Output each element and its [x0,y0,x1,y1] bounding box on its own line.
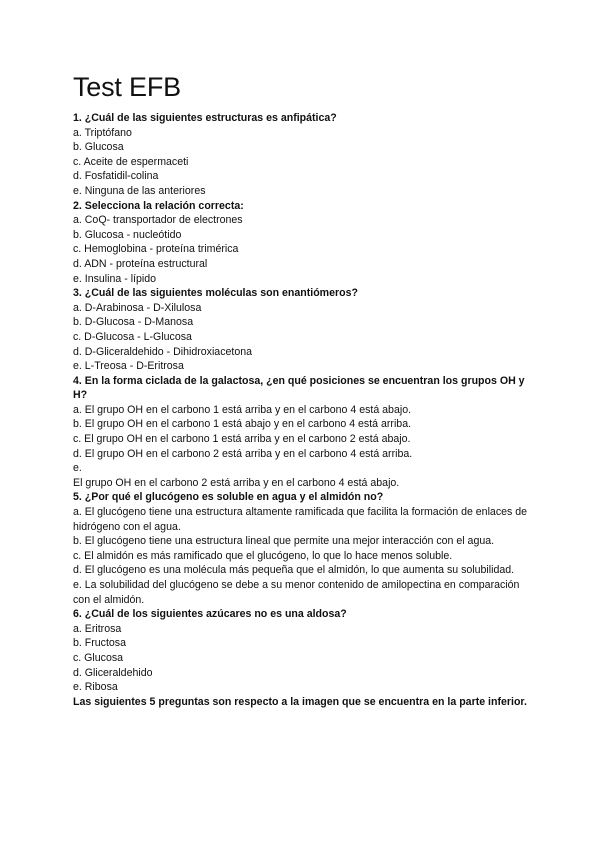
option-d: d. Gliceraldehido [73,666,153,679]
option-list [73,126,533,199]
option-list [73,213,533,286]
option-a: a. Triptófano [73,126,132,139]
option-a: a. El glucógeno tiene una estructura altamente ramificada que facilita la formación de enlaces de hidrógeno con el agua. [73,506,528,533]
option-e-text: El grupo OH en el carbono 2 está arriba y en el carbono 4 está abajo. [73,476,400,489]
option-a: a. El grupo OH en el carbono 1 está arriba y en el carbono 4 está abajo. [73,403,412,416]
option-c: c. Aceite de espermaceti [73,155,189,168]
option-a: a. CoQ- transportador de electrones [73,214,243,227]
option-b: b. El glucógeno tiene una estructura lineal que permite una mejor interacción con el agua. [73,535,495,548]
option-c: c. El grupo OH en el carbono 1 está arriba y en el carbono 2 está abajo. [73,433,411,446]
question-6 [73,607,533,695]
option-e: e. Insulina - lípido [73,272,157,285]
question-text: 2. Selecciona la relación correcta: [73,199,244,212]
option-b: b. El grupo OH en el carbono 1 está abajo y en el carbono 4 está arriba. [73,418,412,431]
option-a: a. Eritrosa [73,622,122,635]
question-text: 6. ¿Cuál de los siguientes azúcares no es una aldosa? [73,608,347,621]
option-list [73,301,533,374]
question-text: 3. ¿Cuál de las siguientes moléculas son enantiómeros? [73,287,358,300]
question-text: 1. ¿Cuál de las siguientes estructuras es anfipática? [73,112,337,124]
option-list [73,403,533,491]
option-c: c. Hemoglobina - proteína trimérica [73,243,239,256]
question-text: 5. ¿Por qué el glucógeno es soluble en agua y el almidón no? [73,491,384,504]
option-c: c. El almidón es más ramificado que el glucógeno, lo que lo hace menos soluble. [73,549,453,562]
question-5 [73,490,533,607]
option-d: d. ADN - proteína estructural [73,257,208,270]
option-e: e. La solubilidad del glucógeno se debe a su menor contenido de amilopectina en comparación con el almidón. [73,579,520,606]
option-d: d. El grupo OH en el carbono 2 está arriba y en el carbono 4 está arriba. [73,447,413,460]
option-b: b. Glucosa - nucleótido [73,228,182,241]
option-c: c. Glucosa [73,651,124,664]
option-e: e. Ninguna de las anteriores [73,184,206,197]
question-4 [73,374,533,491]
question-3 [73,286,533,374]
question-1 [73,111,533,199]
option-e: e. Ribosa [73,681,118,694]
option-list [73,505,533,607]
option-a: a. D-Arabinosa - D-Xilulosa [73,301,202,314]
document-page [73,70,533,709]
option-d: d. D-Gliceraldehido - Dihidroxiacetona [73,345,253,358]
question-text: 4. En la forma ciclada de la galactosa, ¿en qué posiciones se encuentran los grupos OH y H? [73,374,525,402]
option-e: e. [73,462,82,475]
option-e: e. L-Treosa - D-Eritrosa [73,360,184,373]
question-2 [73,199,533,287]
option-b: b. D-Glucosa - D-Manosa [73,316,194,329]
document-title: Test EFB [73,72,181,102]
option-list [73,622,533,695]
option-d: d. Fosfatidil-colina [73,170,159,183]
option-c: c. D-Glucosa - L-Glucosa [73,330,192,343]
option-d: d. El glucógeno es una molécula más pequeña que el almidón, lo que aumenta su solubilidad. [73,564,515,577]
closing-note: Las siguientes 5 preguntas son respecto a la imagen que se encuentra en la parte inferior. [73,695,527,708]
option-b: b. Fructosa [73,637,126,650]
option-b: b. Glucosa [73,141,124,154]
